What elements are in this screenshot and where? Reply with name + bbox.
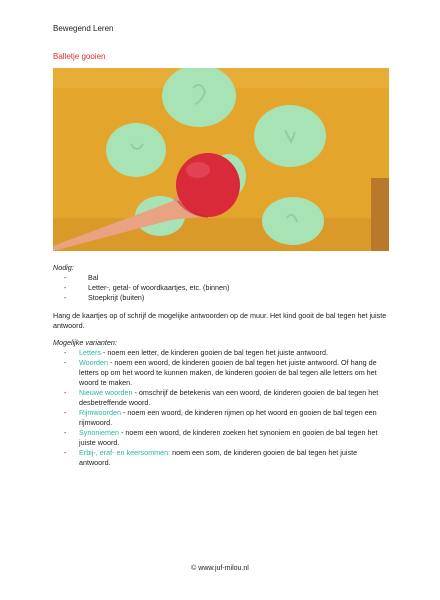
- varianten-label: Mogelijke varianten:: [53, 338, 117, 347]
- list-item: [53, 388, 389, 408]
- variant-text: - noem een letter, de kinderen gooien de bal tegen het juiste antwoord.: [100, 348, 328, 357]
- variant-text: - noem een woord, de kinderen gooien de bal tegen het juiste antwoord. Of hang de letters op om het woord te kunnen maken, de kinderen gooien de bal tegen alle letters om het woord te maken.: [79, 358, 377, 387]
- document-header: Bewegend Leren: [53, 24, 114, 33]
- list-item: [53, 428, 389, 448]
- nodig-label: Nodig:: [53, 263, 74, 272]
- variant-key: Synoniemen: [79, 428, 119, 437]
- variant-key: Letters: [79, 348, 101, 357]
- variant-text: - noem een woord, de kinderen zoeken het synoniem en gooien de bal tegen het juiste woord.: [79, 428, 378, 447]
- ball-against-wall-photo: [53, 68, 389, 251]
- list-item: [53, 348, 389, 358]
- varianten-list: [53, 348, 389, 468]
- variant-text: - omschrijf de betekenis van een woord, de kinderen gooien de bal tegen het desbetreffende woord.: [79, 388, 379, 407]
- list-item: [53, 358, 389, 388]
- variant-key: Nieuwe woorden: [79, 388, 133, 397]
- nodig-list: [53, 273, 229, 303]
- page-title: Balletje gooien: [53, 52, 106, 61]
- list-item: [53, 448, 389, 468]
- list-item: - Letter-, getal- of woordkaartjes, etc. (binnen): [53, 283, 229, 293]
- instructions-paragraph: Hang de kaartjes op of schrijf de mogelijke antwoorden op de muur. Het kind gooit de bal tegen het juiste antwoord.: [53, 311, 387, 330]
- footer-copyright: © www.juf-milou.nl: [191, 565, 249, 572]
- variant-text: noem een som, de kinderen gooien de bal tegen het juiste antwoord.: [79, 448, 358, 467]
- variant-key: Woorden: [79, 358, 109, 367]
- list-item: - Stoepkrijt (buiten): [53, 293, 229, 303]
- variant-key: Erbij-, eraf- en keersommen:: [79, 448, 171, 457]
- list-item: - Bal: [53, 273, 229, 283]
- variant-text: - noem een woord, de kinderen rijmen op het woord en gooien de bal tegen een rijmwoord.: [79, 408, 377, 427]
- variant-key: Rijmwoorden: [79, 408, 121, 417]
- list-item: [53, 408, 389, 428]
